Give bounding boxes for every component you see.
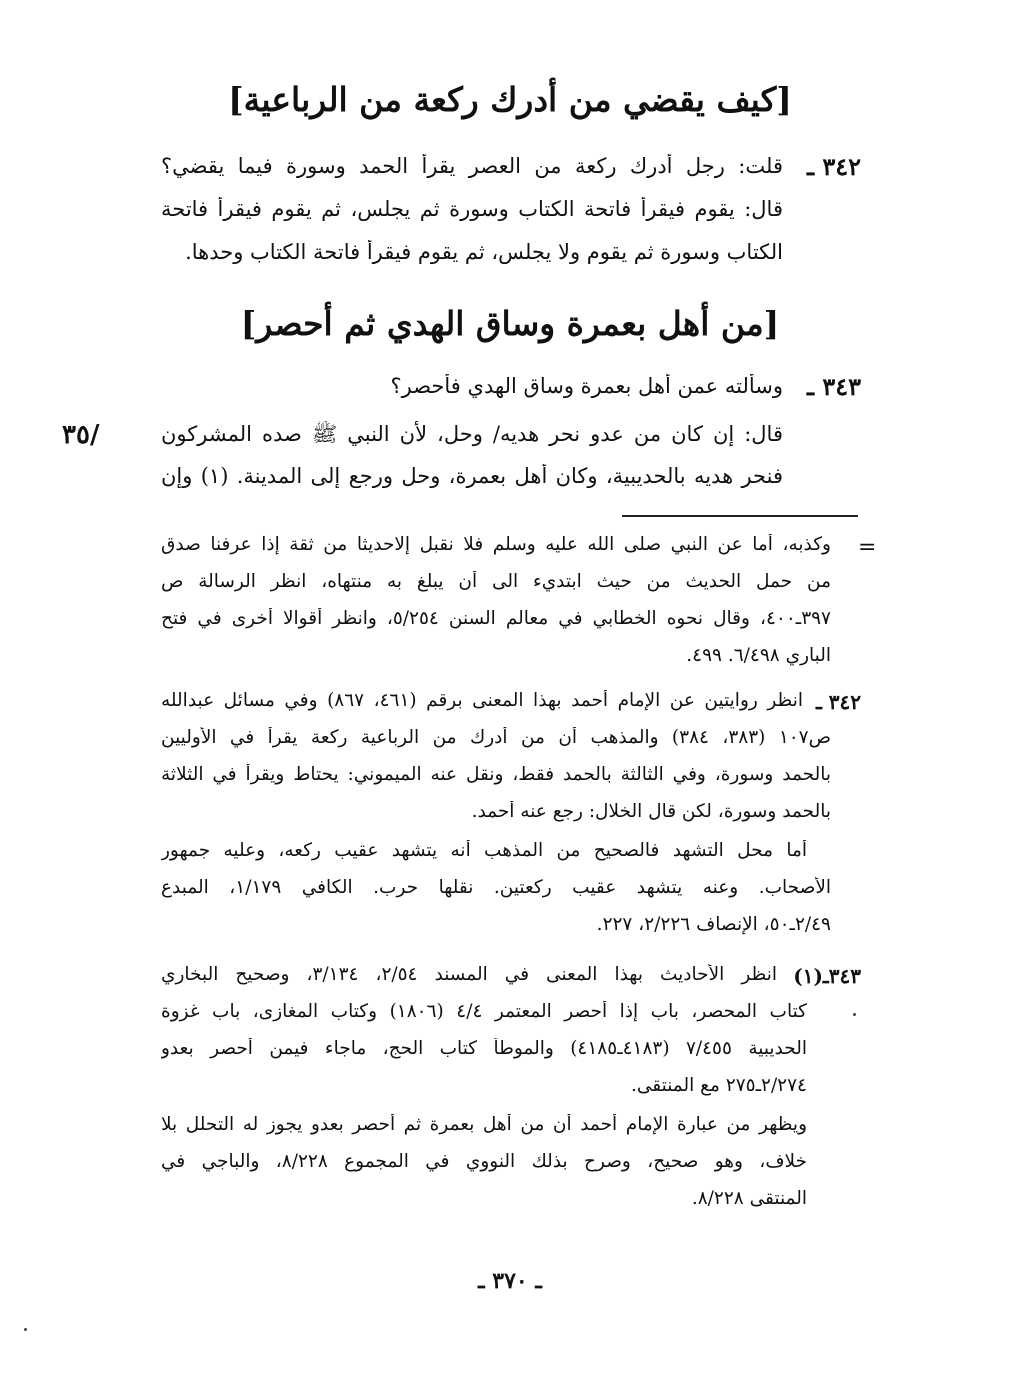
footnote-line: خلاف، وهو صحيح، وصرح بذلك النووي في المجموع ٨/٢٢٨، والباجي في [161, 1151, 807, 1172]
footnote-line: الباري ٦/٤٩٨. ٤٩٩. [686, 645, 831, 666]
footnote-line: بالحمد وسورة، لكن قال الخلال: رجع عنه أحمد. [471, 801, 831, 822]
footnote-line: ٢/٤٩ـ٥٠، الإنصاف ٢/٢٢٦، ٢٢٧. [596, 914, 831, 935]
footnote-343 [161, 964, 861, 1244]
footnote-line: أما محل التشهد فالصحيح من المذهب أنه يتشهد عقيب ركعه، وعليه جمهور [161, 840, 807, 861]
footnote-number: ٣٤٢ ـ [815, 690, 861, 714]
footnote-separator [622, 515, 858, 517]
footnote-line: كتاب المحصر، باب إذا أحصر المعتمر ٤/٤ (١٨٠٦) وكتاب المغازى، باب غزوة [161, 1001, 807, 1022]
entry-number: ٣٤٣ ـ [806, 372, 861, 401]
scan-speck [24, 1328, 27, 1331]
section-heading-1: [كيف يقضي من أدرك ركعة من الرباعية] [228, 80, 792, 119]
entry-342 [161, 152, 861, 272]
footnote-number: ٣٤٣ـ(١) [793, 964, 861, 988]
footnote-line: بالحمد وسورة، وفي الثالثة بالحمد فقط، ونقل عنه الميموني: يحتاط ويقرأ في الثلاثة [161, 764, 831, 785]
entry-line: وسألته عمن أهل بعمرة وساق الهدي فأحصر؟ [390, 374, 783, 398]
entry-number: ٣٤٢ ـ [806, 152, 861, 181]
footnote-line: انظر الأحاديث بهذا المعنى في المسند ٢/٥٤، ٣/١٣٤، وصحيح البخاري [161, 964, 777, 985]
footnote-line: الحديبية ٧/٤٥٥ (٤١٨٣ـ٤١٨٥) والموطأ كتاب الحج، ماجاء فيمن أحصر بعدو [161, 1038, 807, 1059]
entry-343 [161, 372, 861, 502]
footnote-line: الأصحاب. وعنه يتشهد عقيب ركعتين. نقلها حرب. الكافي ١/١٧٩، المبدع [161, 877, 831, 898]
entry-line: فنحر هديه بالحديبية، وكان أهل بعمرة، وحل ورجع إلى المدينة. (١) وإن [161, 464, 783, 488]
entry-line: قال: يقوم فيقرأ فاتحة الكتاب وسورة ثم يجلس، ثم يقوم فيقرأ فاتحة [161, 197, 783, 221]
footnote-line: من حمل الحديث من حيث ابتديء الى أن يبلغ به منتهاه، انظر الرسالة ص [161, 571, 831, 592]
entry-line: قال: إن كان من عدو نحر هديه/ وحل، لأن النبي ﷺ صده المشركون [161, 422, 783, 446]
page-number: ـ ٣٧٠ ـ [478, 1268, 542, 1294]
entry-line: قلت: رجل أدرك ركعة من العصر يقرأ الحمد وسورة فيما يقضي؟ [161, 154, 783, 178]
footnote-continuation [161, 532, 861, 682]
footnote-line: ويظهر من عبارة الإمام أحمد أن من أهل بعمرة ثم أحصر بعدو يجوز له التحلل بلا [161, 1114, 807, 1135]
margin-page-reference: ٣٥/ [62, 420, 100, 450]
footnote-line: ص١٠٧ (٣٨٣، ٣٨٤) والمذهب أن من أدرك من الرباعية ركعة يقرأ في الأوليين [161, 727, 831, 748]
footnote-line: المنتقى ٨/٢٢٨. [691, 1188, 807, 1209]
footnote-line: وكذبه، أما عن النبي صلى الله عليه وسلم فلا نقبل إلاحديثا من ثقة إذا عرفنا صدق [161, 534, 831, 555]
entry-line: الكتاب وسورة ثم يقوم ولا يجلس، ثم يقوم فيقرأ فاتحة الكتاب وحدها. [185, 240, 783, 264]
footnote-line: ٣٩٧ـ٤٠٠، وقال نحوه الخطابي في معالم السنن ٥/٢٥٤، وانظر أقوالا أخرى في فتح [161, 608, 831, 629]
footnote-line: ٢/٢٧٤ـ٢٧٥ مع المنتقى. [630, 1075, 807, 1096]
continuation-mark: = [858, 535, 877, 560]
section-heading-2: [من أهل بعمرة وساق الهدي ثم أحصر] [240, 304, 780, 343]
scan-speck [853, 1013, 856, 1016]
footnote-342 [161, 690, 861, 960]
footnote-line: انظر روايتين عن الإمام أحمد بهذا المعنى برقم (٤٦١، ٨٦٧) وفي مسائل عبدالله [161, 690, 803, 711]
